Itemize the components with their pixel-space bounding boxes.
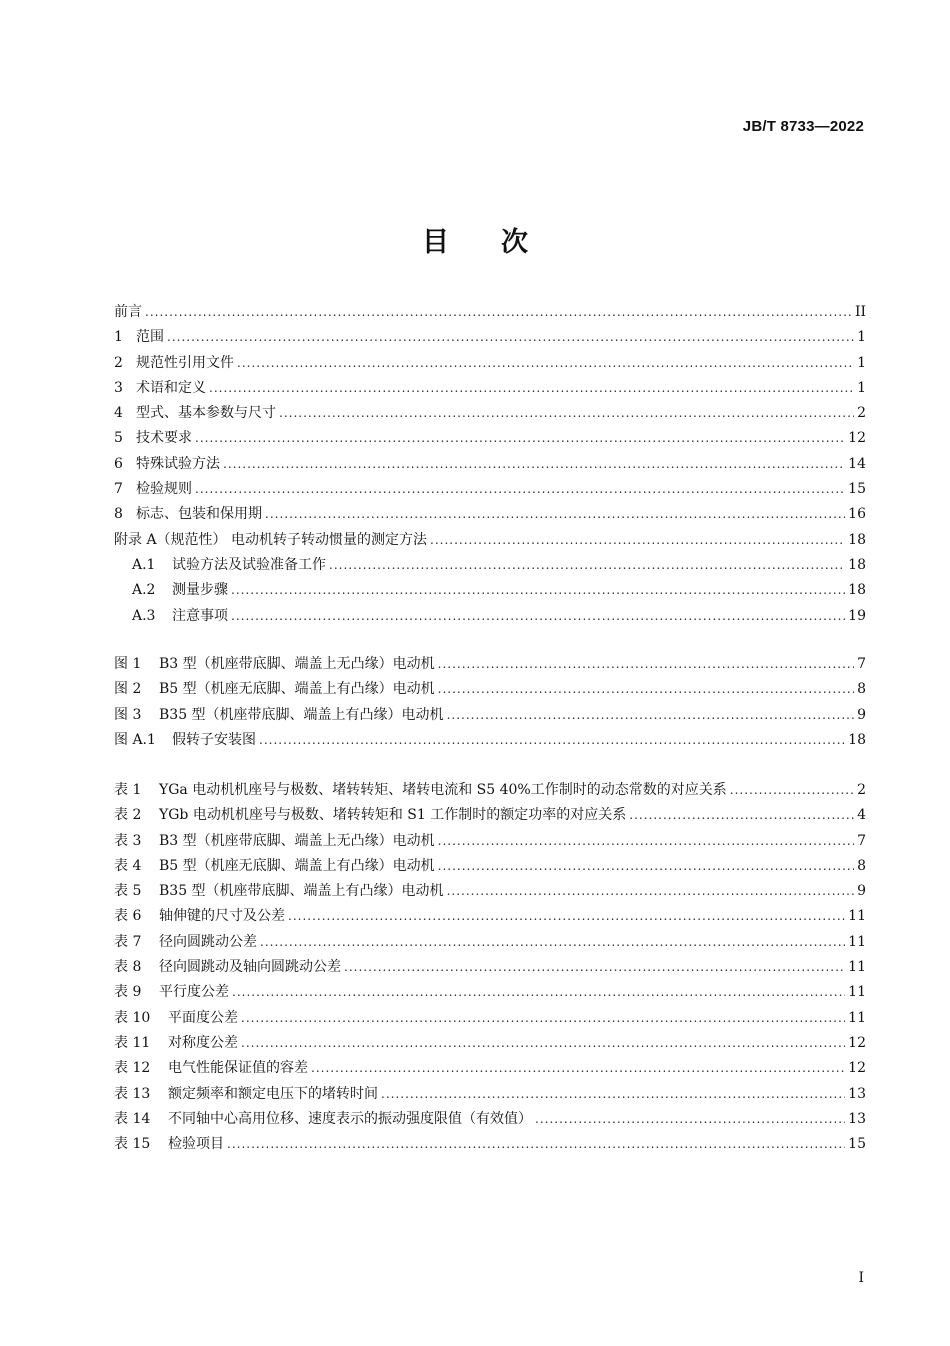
- table-page: 15: [848, 1136, 866, 1153]
- table-label: 径向圆跳动公差: [159, 933, 257, 950]
- table-label: 电气性能保证值的容差: [168, 1060, 308, 1077]
- table-number: 表 4: [114, 857, 142, 874]
- toc-entry-label: 检验规则: [136, 481, 192, 498]
- toc-entry-number: 2: [114, 354, 123, 371]
- dot-leader: [259, 728, 845, 753]
- dot-leader: [381, 1082, 845, 1107]
- toc-entry-label: 特殊试验方法: [136, 455, 220, 472]
- table-page: 12: [848, 1034, 866, 1051]
- figure-entry-3[interactable]: [114, 703, 866, 728]
- table-entry-3[interactable]: [114, 829, 866, 854]
- toc-entry-5[interactable]: [114, 426, 866, 451]
- table-page: 13: [848, 1110, 866, 1127]
- dot-leader: [231, 604, 845, 629]
- toc-entry-page: 19: [848, 607, 866, 624]
- toc-entry-2[interactable]: [114, 351, 866, 376]
- table-number: 表 6: [114, 908, 142, 925]
- toc-entry-label: 范围: [136, 329, 164, 346]
- dot-leader: [438, 854, 854, 879]
- toc-entry-foreword[interactable]: [114, 300, 866, 325]
- toc-entry-a1[interactable]: [114, 553, 866, 578]
- figure-label: B5 型（机座无底脚、端盖上有凸缘）电动机: [159, 681, 435, 698]
- toc-entry-page: 18: [848, 531, 866, 548]
- table-number: 表 14: [114, 1110, 151, 1127]
- table-entry-11[interactable]: [114, 1031, 866, 1056]
- toc-entry-label: 注意事项: [172, 607, 228, 624]
- dot-leader: [311, 1056, 845, 1081]
- toc-entry-number: 1: [114, 329, 123, 346]
- dot-leader: [231, 578, 845, 603]
- toc-entry-page: 12: [848, 430, 866, 447]
- table-page: 11: [848, 933, 866, 950]
- table-page: 11: [848, 984, 866, 1001]
- toc-entry-page: 1: [857, 329, 866, 346]
- table-label: B5 型（机座无底脚、端盖上有凸缘）电动机: [159, 857, 435, 874]
- figure-entry-a1[interactable]: [114, 728, 866, 753]
- table-number: 表 7: [114, 933, 142, 950]
- dot-leader: [535, 1107, 845, 1132]
- figure-number: 图 1: [114, 656, 142, 672]
- table-page: 12: [848, 1060, 866, 1077]
- dot-leader: [329, 553, 845, 578]
- dot-leader: [629, 803, 854, 828]
- table-label: 径向圆跳动及轴向圆跳动公差: [159, 959, 341, 976]
- dot-leader: [195, 426, 845, 451]
- table-entry-7[interactable]: [114, 930, 866, 955]
- table-label: 对称度公差: [168, 1034, 238, 1051]
- dot-leader: [430, 528, 845, 553]
- table-entry-1[interactable]: [114, 778, 866, 803]
- page-number: I: [858, 1270, 864, 1286]
- toc-entry-page: II: [854, 304, 866, 320]
- toc-entry-annex-a[interactable]: [114, 528, 866, 553]
- table-page: 11: [848, 908, 866, 925]
- toc-figures: [114, 652, 866, 753]
- table-entry-15[interactable]: [114, 1132, 866, 1157]
- figure-page: 7: [857, 656, 866, 672]
- toc-entry-label: 标志、包装和保用期: [136, 506, 262, 523]
- table-number: 表 10: [114, 1009, 151, 1026]
- table-number: 表 9: [114, 984, 142, 1001]
- table-entry-2[interactable]: [114, 803, 866, 828]
- toc-entry-a2[interactable]: [114, 578, 866, 603]
- table-label: B3 型（机座带底脚、端盖上无凸缘）电动机: [159, 832, 435, 849]
- toc-entry-page: 2: [857, 405, 866, 422]
- dot-leader: [241, 1031, 845, 1056]
- table-label: 轴伸键的尺寸及公差: [159, 908, 285, 925]
- table-page: 8: [857, 857, 866, 874]
- dot-leader: [241, 1006, 845, 1031]
- table-number: 表 12: [114, 1060, 151, 1077]
- table-number: 表 5: [114, 883, 142, 900]
- toc-entry-label: 规范性引用文件: [136, 354, 234, 371]
- table-entry-13[interactable]: [114, 1082, 866, 1107]
- table-entry-6[interactable]: [114, 904, 866, 929]
- toc-entry-4[interactable]: [114, 401, 866, 426]
- figure-entry-2[interactable]: [114, 677, 866, 702]
- dot-leader: [730, 778, 854, 803]
- toc-contents: [114, 300, 866, 629]
- table-label: B35 型（机座带底脚、端盖上有凸缘）电动机: [159, 883, 444, 900]
- toc-entry-number: 7: [114, 481, 123, 498]
- table-number: 表 13: [114, 1085, 151, 1102]
- dot-leader: [447, 879, 855, 904]
- table-page: 2: [857, 782, 866, 798]
- toc-entry-number: A.1: [132, 556, 156, 573]
- toc-entry-number: 4: [114, 405, 123, 422]
- toc-entry-label: 前言: [114, 304, 142, 320]
- table-entry-5[interactable]: [114, 879, 866, 904]
- toc-entry-number: A.2: [132, 582, 156, 599]
- dot-leader: [288, 904, 845, 929]
- toc-entry-page: 16: [848, 506, 866, 523]
- toc-entry-1[interactable]: [114, 325, 866, 350]
- dot-leader: [227, 1132, 845, 1157]
- dot-leader: [279, 401, 854, 426]
- toc-entry-label: 技术要求: [136, 430, 192, 447]
- table-number: 表 3: [114, 832, 142, 849]
- dot-leader: [438, 652, 854, 677]
- toc-entry-6[interactable]: [114, 452, 866, 477]
- dot-leader: [237, 351, 854, 376]
- table-number: 表 2: [114, 807, 142, 824]
- figure-entry-1[interactable]: [114, 652, 866, 677]
- page-title: 目次: [422, 227, 580, 258]
- toc-entry-label: 试验方法及试验准备工作: [172, 556, 326, 573]
- figure-label: 假转子安装图: [172, 731, 256, 748]
- table-label: YGb 电动机机座号与极数、堵转转矩和 S1 工作制时的额定功率的对应关系: [159, 807, 627, 824]
- toc-entry-7[interactable]: [114, 477, 866, 502]
- figure-label: B35 型（机座带底脚、端盖上有凸缘）电动机: [159, 706, 444, 723]
- figure-page: 18: [848, 731, 866, 748]
- dot-leader: [260, 930, 845, 955]
- toc-entry-number: 8: [114, 506, 123, 523]
- table-page: 4: [857, 807, 866, 824]
- table-page: 11: [848, 959, 866, 976]
- figure-number: 图 A.1: [114, 731, 156, 748]
- dot-leader: [265, 502, 845, 527]
- table-label: YGa 电动机机座号与极数、堵转转矩、堵转电流和 S5 40%工作制时的动态常数的对应关系: [159, 782, 727, 798]
- figure-number: 图 3: [114, 706, 142, 723]
- table-entry-9[interactable]: [114, 980, 866, 1005]
- toc-entry-page: 18: [848, 556, 866, 573]
- table-label: 平面度公差: [168, 1009, 238, 1026]
- table-entry-8[interactable]: [114, 955, 866, 980]
- dot-leader: [145, 300, 852, 325]
- toc-entry-number: A.3: [132, 607, 156, 624]
- toc-entry-label: 附录 A（规范性） 电动机转子转动惯量的测定方法: [114, 531, 428, 548]
- table-label: 检验项目: [168, 1136, 224, 1153]
- dot-leader: [209, 376, 854, 401]
- table-number: 表 8: [114, 959, 142, 976]
- table-entry-12[interactable]: [114, 1056, 866, 1081]
- dot-leader: [447, 703, 855, 728]
- figure-number: 图 2: [114, 681, 142, 698]
- table-page: 13: [848, 1085, 866, 1102]
- toc-entry-page: 1: [857, 379, 866, 396]
- dot-leader: [167, 325, 854, 350]
- table-number: 表 15: [114, 1136, 151, 1153]
- toc-entry-page: 14: [848, 455, 866, 472]
- table-entry-10[interactable]: [114, 1006, 866, 1031]
- table-number: 表 11: [114, 1034, 151, 1051]
- toc-entry-a3[interactable]: [114, 604, 866, 629]
- figure-page: 9: [857, 706, 866, 723]
- dot-leader: [438, 829, 854, 854]
- table-page: 9: [857, 883, 866, 900]
- dot-leader: [195, 477, 845, 502]
- toc-entry-label: 型式、基本参数与尺寸: [136, 405, 276, 422]
- table-entry-4[interactable]: [114, 854, 866, 879]
- toc-entry-label: 测量步骤: [172, 582, 228, 599]
- table-label: 平行度公差: [159, 984, 229, 1001]
- dot-leader: [223, 452, 845, 477]
- toc-entry-label: 术语和定义: [136, 379, 206, 396]
- toc-entry-3[interactable]: [114, 376, 866, 401]
- figure-page: 8: [857, 681, 866, 698]
- toc-entry-page: 15: [848, 481, 866, 498]
- figure-label: B3 型（机座带底脚、端盖上无凸缘）电动机: [159, 656, 435, 672]
- toc-entry-number: 3: [114, 379, 123, 396]
- toc-entry-page: 1: [857, 354, 866, 371]
- table-number: 表 1: [114, 782, 142, 798]
- table-label: 额定频率和额定电压下的堵转时间: [168, 1085, 378, 1102]
- dot-leader: [344, 955, 845, 980]
- dot-leader: [232, 980, 845, 1005]
- table-entry-14[interactable]: [114, 1107, 866, 1132]
- toc-entry-number: 6: [114, 455, 123, 472]
- table-label: 不同轴中心高用位移、速度表示的振动强度限值（有效值）: [168, 1110, 532, 1127]
- toc-entry-8[interactable]: [114, 502, 866, 527]
- table-page: 11: [848, 1009, 866, 1026]
- toc-tables: [114, 778, 866, 1157]
- toc-entry-number: 5: [114, 430, 123, 447]
- dot-leader: [438, 677, 854, 702]
- standard-code: JB/T 8733—2022: [742, 118, 864, 135]
- table-page: 7: [857, 832, 866, 849]
- toc-entry-page: 18: [848, 582, 866, 599]
